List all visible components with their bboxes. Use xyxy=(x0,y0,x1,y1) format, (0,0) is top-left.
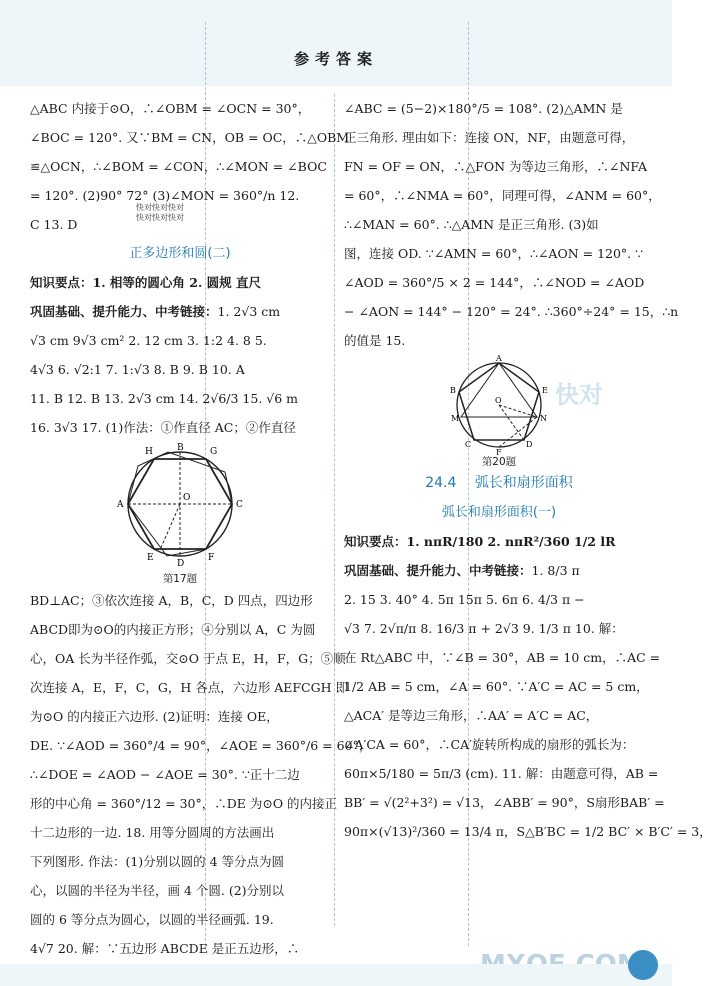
knowledge-points: 知识要点：1. 相等的圆心角 2. 圆规 直尺 xyxy=(30,275,262,290)
answer-line: ∠BOC = 120°. 又∵BM = CN，OB = OC，∴△OBM xyxy=(30,130,350,145)
answer-line: 60π×5/180 = 5π/3 (cm). 11. 解：由题意可得，AB = xyxy=(344,766,659,781)
answer-line: 90π×(√13)²/360 = 13/4 π，S△B′BC = 1/2 BC′ × B′C′ = 3， xyxy=(344,824,712,839)
answer-line: 16. 3√3 17. (1)作法：①作直径 AC；②作直径 xyxy=(30,420,296,435)
answer-line: 4√3 6. √2:1 7. 1:√3 8. B 9. B 10. A xyxy=(30,362,245,377)
answer-line: △ABC 内接于⊙O，∴∠OBM = ∠OCN = 30°， xyxy=(30,101,311,116)
answer-line: 1. 2√3 cm xyxy=(217,304,281,319)
answer-line: 2. 15 3. 40° 4. 5π 15π 5. 6π 6. 4/3 π − xyxy=(344,592,585,607)
fig-label: O xyxy=(495,396,502,405)
figure-caption: 第20题 xyxy=(481,456,517,468)
fig-label: C xyxy=(236,500,243,510)
answer-line: 的值是 15. xyxy=(344,333,406,348)
answer-line: 1. 8/3 π xyxy=(531,563,580,578)
answer-line: ∠ABC = (5−2)×180°/5 = 108°. (2)△AMN 是 xyxy=(344,101,623,116)
fig-label: O xyxy=(183,493,191,503)
page-title: 参考答案 xyxy=(293,50,378,68)
answer-line: √3 cm 9√3 cm² 2. 12 cm 3. 1:2 4. 8 5. xyxy=(30,333,267,348)
answer-line: 在 Rt△ABC 中，∵∠B = 30°，AB = 10 cm，∴AC = xyxy=(344,650,661,665)
right-column xyxy=(344,94,712,846)
fig-label: F xyxy=(208,553,215,563)
figure-17 xyxy=(105,442,255,572)
fig-label: N xyxy=(540,414,547,423)
fig-label: A xyxy=(117,500,124,510)
footer-band xyxy=(0,964,672,986)
watermark-text: 快对 xyxy=(555,381,603,409)
section-heading: 正多边形和圆(二) xyxy=(129,246,231,261)
answer-line: √3 7. 2√π/π 8. 16/3 π + 2√3 9. 1/3 π 10. 解： xyxy=(344,621,624,636)
answer-line: ∴∠DOE = ∠AOD − ∠AOE = 30°. ∵正十二边 xyxy=(30,767,300,782)
fig-label: E xyxy=(542,386,548,395)
fig-label: G xyxy=(210,447,218,457)
fig-label: D xyxy=(177,559,185,569)
header-band xyxy=(0,0,672,86)
answer-line: ∠AOD = 360°/5 × 2 = 144°，∴∠NOD = ∠AOD xyxy=(344,275,645,290)
figure-caption: 第17题 xyxy=(162,573,198,585)
answer-line: DE. ∵∠AOD = 360°/4 = 90°，∠AOE = 360°/6 = 60°， xyxy=(30,738,372,753)
stamp-text xyxy=(136,203,184,223)
answer-line: = 120°. (2)90° 72° (3)∠MON = 360°/n 12. xyxy=(30,188,300,203)
fig-label: C xyxy=(465,440,472,449)
answer-line: = 60°，∴∠NMA = 60°，同理可得，∠ANM = 60°， xyxy=(344,188,661,203)
page-number-badge xyxy=(628,950,658,980)
answer-line: ABCD即为⊙O的内接正方形；④分别以 A，C 为圆 xyxy=(30,622,316,637)
fig-label: F xyxy=(496,448,502,457)
answer-line: 为⊙O 的内接正六边形. (2)证明：连接 OE， xyxy=(30,709,279,724)
fig-label: D xyxy=(526,440,533,449)
stamp-line: 快对快对快对 xyxy=(136,213,184,222)
answer-line: − ∠AON = 144° − 120° = 24°. ∴360°÷24° = 15，∴n xyxy=(344,304,679,319)
fig-label: M xyxy=(451,414,460,423)
answer-line: 十二边形的一边. 18. 用等分圆周的方法画出 xyxy=(30,825,275,840)
answer-line: 11. B 12. B 13. 2√3 cm 14. 2√6/3 15. √6 m xyxy=(30,391,299,406)
fig-label: H xyxy=(145,447,153,457)
answer-line: 4√7 20. 解：∵五边形 ABCDE 是正五边形，∴ xyxy=(30,941,300,956)
answer-line: ≌△OCN，∴∠BOM = ∠CON，∴∠MON = ∠BOC xyxy=(30,159,327,174)
answer-line: 正三角形. 理由如下：连接 ON，NF，由题意可得， xyxy=(344,130,635,145)
practice-label: 巩固基础、提升能力、中考链接： xyxy=(30,304,218,319)
fig-label: A xyxy=(496,354,502,363)
answer-line: 圆的 6 等分点为圆心，以圆的半径画弧. 19. xyxy=(30,912,274,927)
answer-line: C 13. D xyxy=(30,217,78,232)
answer-line: △ACA′ 是等边三角形，∴AA′ = A′C = AC， xyxy=(344,708,599,723)
section-title: 弧长和扇形面积 xyxy=(474,475,573,491)
section-heading xyxy=(344,469,654,498)
fig-label: B xyxy=(450,386,456,395)
answer-line: 形的中心角 = 360°/12 = 30°，∴DE 为⊙O 的内接正 xyxy=(30,796,338,811)
answer-line: 图，连接 OD. ∵∠AMN = 60°，∴∠AON = 120°. ∵ xyxy=(344,246,644,261)
practice-label: 巩固基础、提升能力、中考链接： xyxy=(344,563,532,578)
sub-heading: 弧长和扇形面积(一) xyxy=(441,505,557,520)
answer-line: 1/2 AB = 5 cm，∠A = 60°. ∵A′C = AC = 5 cm， xyxy=(344,679,649,694)
answer-line: FN = OF = ON，∴△FON 为等边三角形，∴∠NFA xyxy=(344,159,648,174)
answer-line: BD⊥AC；③依次连接 A，B，C，D 四点，四边形 xyxy=(30,593,313,608)
answer-line: 次连接 A，E，F，C，G，H 各点，六边形 AEFCGH 即 xyxy=(30,680,348,695)
answer-line: 心，OA 长为半径作弧，交⊙O 于点 E，H，F，G；⑤顺 xyxy=(30,651,346,666)
section-number: 24.4 xyxy=(425,475,457,491)
figure-20 xyxy=(439,355,559,455)
answer-line: 心，以圆的半径为半径，画 4 个圆. (2)分别以 xyxy=(30,883,285,898)
fig-label: B xyxy=(177,443,184,453)
answer-line: 下列图形. 作法：(1)分别以圆的 4 等分点为圆 xyxy=(30,854,285,869)
stamp-line: 快对快对快对 xyxy=(136,203,184,212)
answer-line: ∠A′CA = 60°，∴CA′旋转所构成的扇形的弧长为： xyxy=(344,737,635,752)
answer-line: BB′ = √(2²+3²) = √13，∠ABB′ = 90°，S扇形BAB′ = xyxy=(344,795,665,810)
fig-label: E xyxy=(147,553,154,563)
answer-line: ∴∠MAN = 60°. ∴△AMN 是正三角形. (3)如 xyxy=(344,217,599,232)
left-column xyxy=(30,94,372,963)
knowledge-points: 知识要点：1. nπR/180 2. nπR²/360 1/2 lR xyxy=(344,534,616,549)
